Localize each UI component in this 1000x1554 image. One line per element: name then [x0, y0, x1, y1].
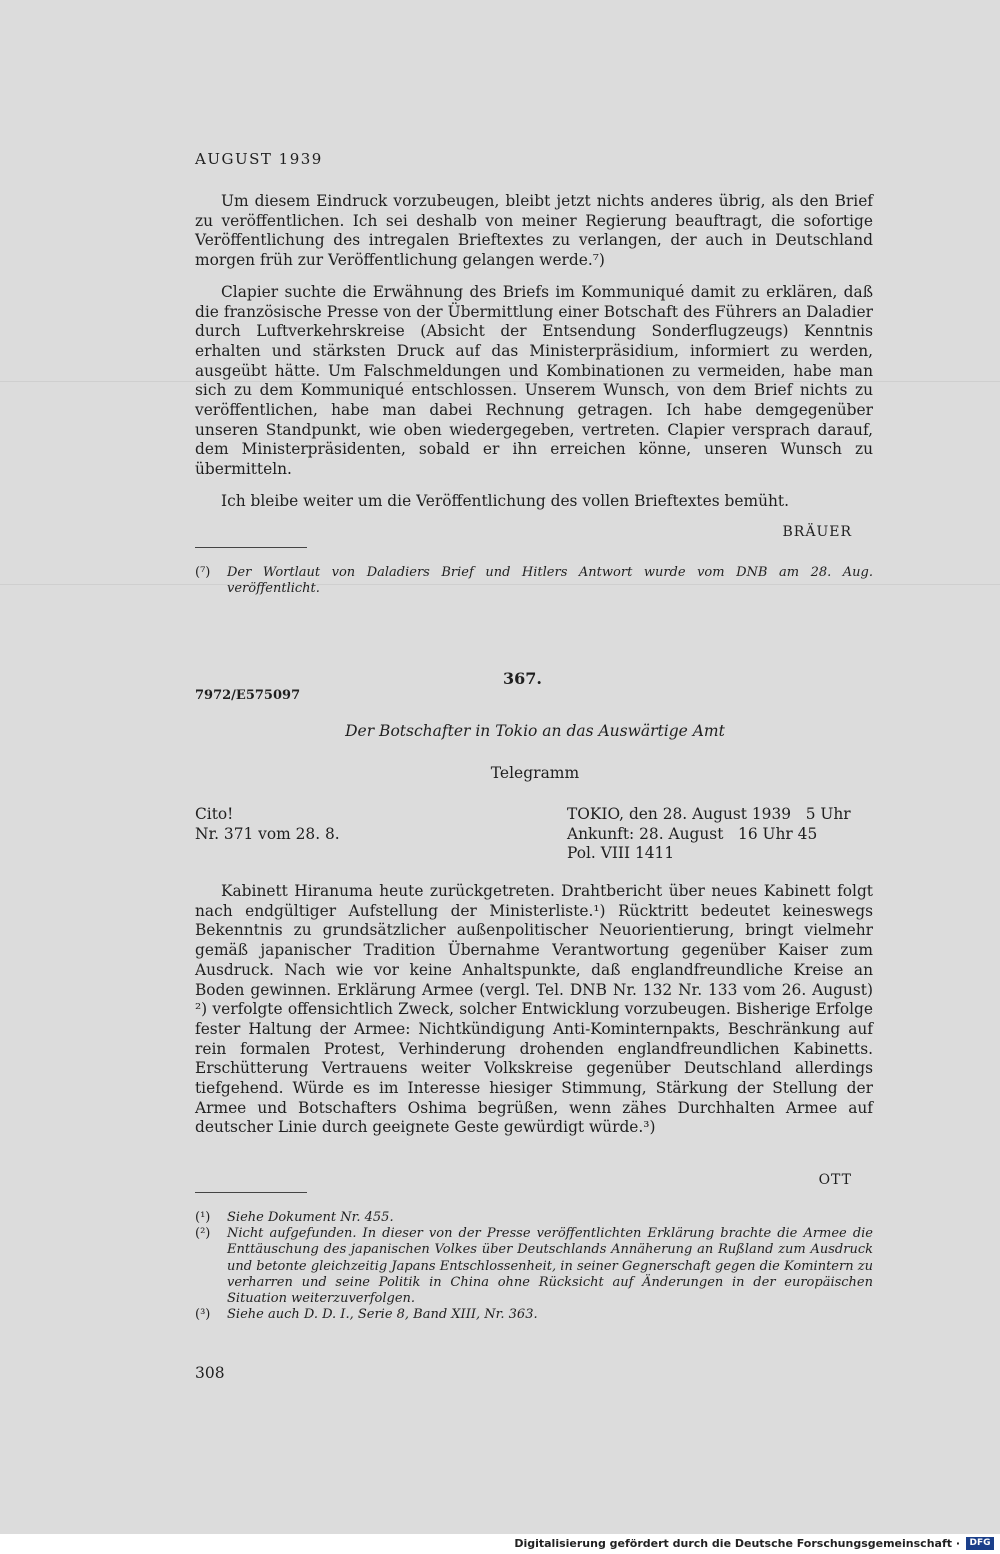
footnote [195, 565, 873, 597]
footnote [195, 1210, 873, 1226]
footnote [195, 1307, 873, 1323]
dfg-logo: DFG [966, 1537, 994, 1550]
paragraph: Clapier suchte die Erwähnung des Briefs im Kommuniqué damit zu erklären, daß die französische Presse von der Übermittlung einer Botschaft des Führers an Daladier durch Luftverkehrskreise (Absicht der Entsendung Sonderflugzeugs) Kenntnis erhalten und stärksten Druck auf das Ministerpräsidium, informiert zu werden, ausgeübt hätte. Um Falschmeldungen und Kombinationen zu vermeiden, habe man sich zu dem Kommuniqué entschlossen. Unserem Wunsch, von dem Brief nichts zu veröffentlichen, habe man dabei Rechnung getragen. Ich habe demgegenüber unseren Standpunkt, wie oben wiedergegeben, vertreten. Clapier versprach darauf, dem Ministerpräsidenten, sobald er ihn erreichen könne, unseren Wunsch zu übermitteln. [195, 282, 873, 479]
paragraph: Ich bleibe weiter um die Veröffentlichung des vollen Brieftextes bemüht. [221, 491, 789, 510]
meta-line: Cito! [195, 805, 234, 823]
signature-ott: OTT [818, 1172, 852, 1188]
doc366-body [195, 192, 873, 524]
file-code: 7972/E575097 [195, 688, 301, 703]
footer-text: Digitalisierung gefördert durch die Deutsche Forschungsgemeinschaft · [514, 1537, 960, 1550]
document-subtitle: Telegramm [490, 764, 580, 782]
doc367-body [195, 882, 873, 1150]
footer-bar [0, 1534, 1000, 1554]
signature-braeuer: BRÄUER [782, 524, 852, 540]
footnote-text: Der Wortlaut von Daladiers Brief und Hitlers Antwort wurde vom DNB am 28. Aug. veröffentlicht. [227, 565, 873, 597]
meta-line: Pol. VIII 1411 [567, 844, 675, 863]
paragraph: Kabinett Hiranuma heute zurückgetreten. Drahtbericht über neues Kabinett folgt nach endgültiger Aufstellung der Ministerliste.¹) Rücktritt bedeutet keineswegs Bekenntnis zu grundsätzlicher außenpolitischer Neuorientierung, bringt vielmehr gemäß japanischer Tradition Übernahme Verantwortung gegenüber Kaiser zum Ausdruck. Nach wie vor keine Anhaltspunkte, daß englandfreundliche Kreise an Boden gewinnen. Erklärung Armee (vergl. Tel. DNB Nr. 132 Nr. 133 vom 26. August) ²) verfolgte offensichtlich Zweck, solcher Entwicklung vorzubeugen. Bisherige Erfolge fester Haltung der Armee: Nichtkündigung Anti-Kominternpakts, Beschränkung auf rein formalen Protest, Verhinderung drohenden englandfreundlichen Kabinetts. Erschütterung Vertrauens weiter Volkskreise gegenüber Deutschland allerdings tiefgehend. Würde es im Interesse hiesiger Stimmung, Stärkung der Stellung der Armee und Botschafters Oshima begrüßen, wenn zähes Durchhalten Armee auf deutscher Linie durch geeignete Geste gewürdigt würde.³) [195, 882, 873, 1137]
page-number: 308 [195, 1364, 225, 1382]
document-title: Der Botschafter in Tokio an das Auswärtige Amt [345, 722, 725, 740]
footnote-rule [195, 1192, 307, 1193]
footnote-mark: (⁷) [195, 565, 211, 580]
meta-line: TOKIO, den 28. August 1939 5 Uhr [567, 805, 851, 823]
telegram-meta-right [567, 805, 851, 864]
doc367-footnotes [195, 1210, 873, 1323]
document-number: 367. [503, 669, 542, 688]
footnote-mark: (²) [195, 1226, 211, 1242]
footnote-text: Nicht aufgefunden. In dieser von der Presse veröffentlichten Erklärung brachte die Armee die Enttäuschung des japanischen Volkes über Deutschlands Annäherung an Rußland zum Ausdruck und betonte gleichzeitig Japans Entschlossenheit, in seiner Gegnerschaft gegen die Komintern zu verharren und seine Politik in China ohne Rücksicht auf Änderungen in der europäischen Situation weiterzuverfolgen. [227, 1226, 873, 1307]
footnote-text: Siehe Dokument Nr. 455. [227, 1210, 394, 1225]
footnote-rule [195, 547, 307, 548]
footnote [195, 1226, 873, 1307]
footnote-mark: (¹) [195, 1210, 211, 1225]
footnote-text: Siehe auch D. D. I., Serie 8, Band XIII, Nr. 363. [227, 1307, 538, 1323]
meta-line: Ankunft: 28. August 16 Uhr 45 [567, 824, 818, 843]
telegram-meta-left [195, 805, 340, 844]
doc366-footnotes [195, 565, 873, 597]
running-head: AUGUST 1939 [195, 150, 323, 168]
footnote-mark: (³) [195, 1307, 211, 1323]
paragraph: Um diesem Eindruck vorzubeugen, bleibt jetzt nichts anderes übrig, als den Brief zu veröffentlichen. Ich sei deshalb von meiner Regierung beauftragt, die sofortige Veröffentlichung des intregalen Brieftextes zu verlangen, der auch in Deutschland morgen früh zur Veröffentlichung gelangen werde.⁷) [195, 192, 873, 270]
meta-line: Nr. 371 vom 28. 8. [195, 824, 340, 843]
